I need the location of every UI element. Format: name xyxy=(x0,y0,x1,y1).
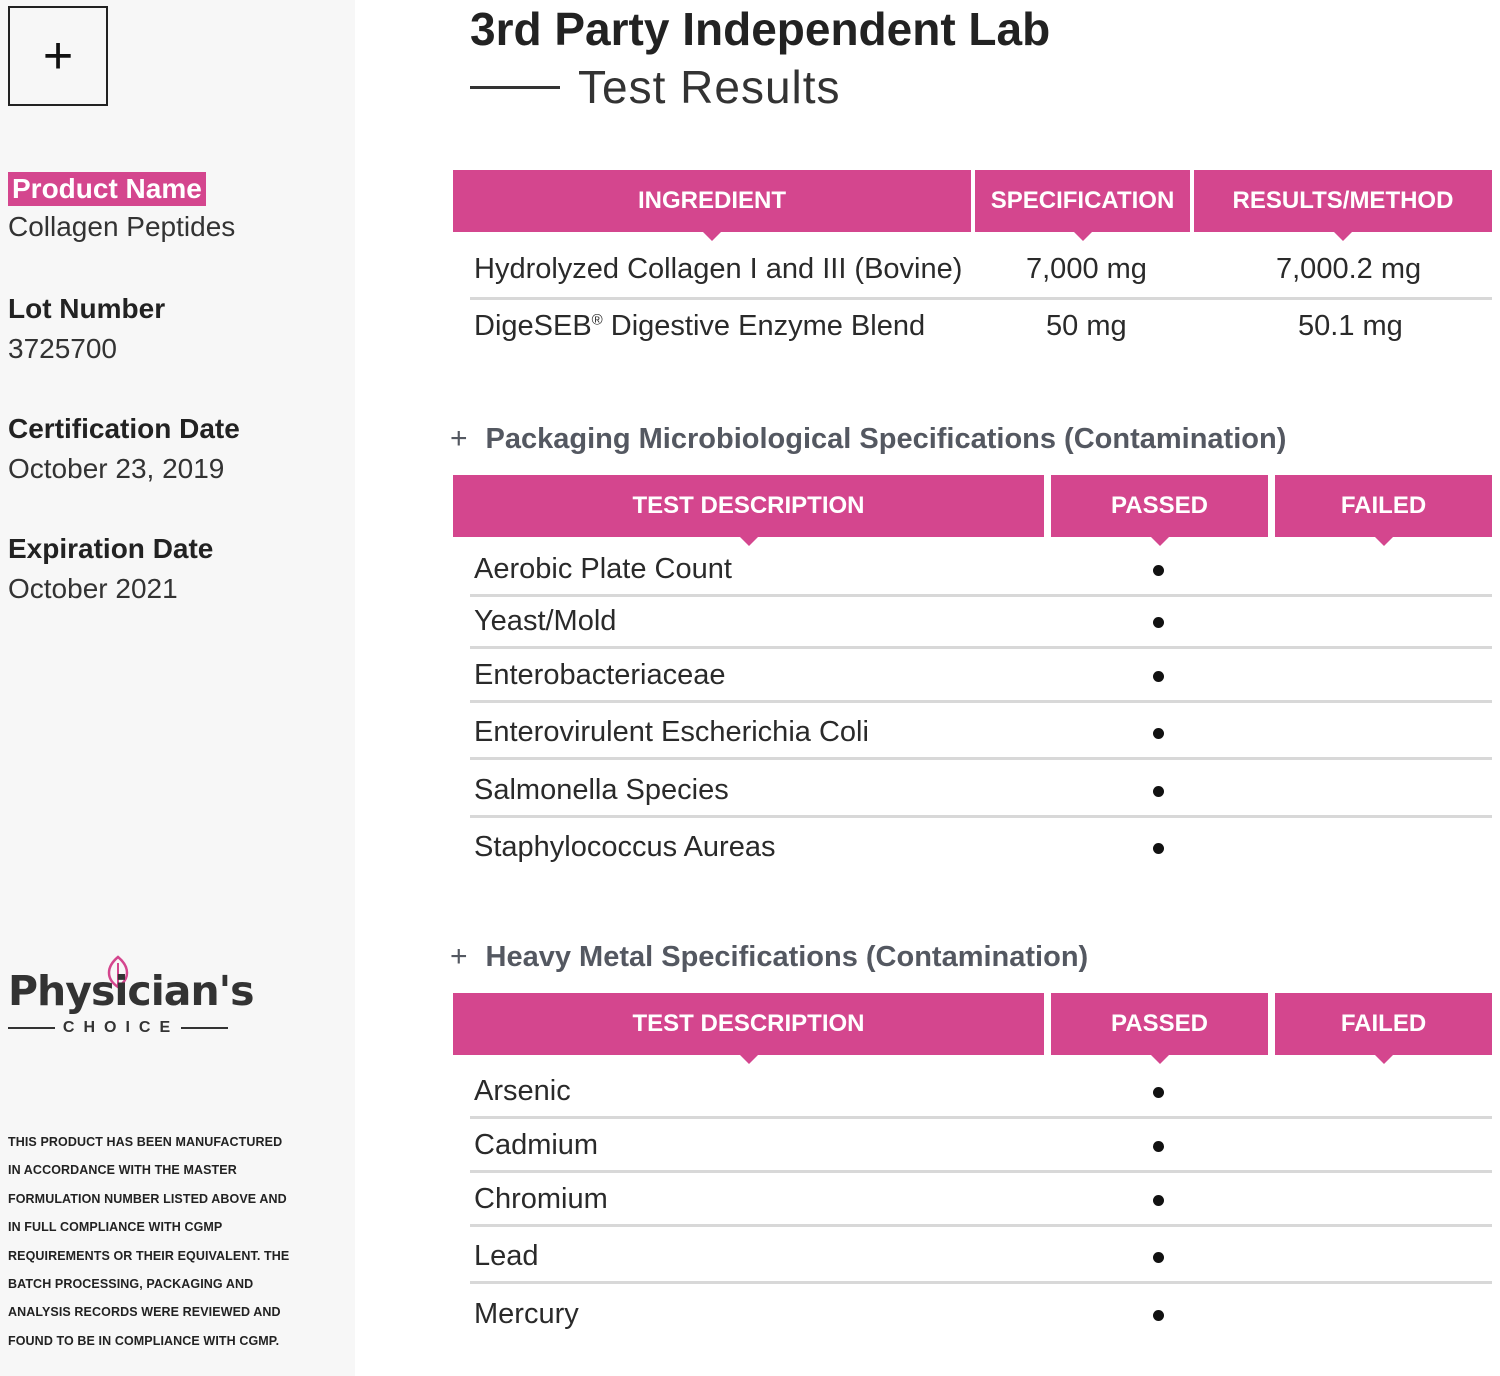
passed-dot-icon xyxy=(1153,843,1164,854)
plus-icon[interactable]: + xyxy=(450,940,468,973)
logo-sub-text: CHOICE xyxy=(62,1019,180,1036)
metals-header-passed: PASSED xyxy=(1051,993,1268,1055)
ingredient-name: Hydrolyzed Collagen I and III (Bovine) xyxy=(474,253,963,285)
metals-header-test-description: TEST DESCRIPTION xyxy=(453,993,1044,1055)
plus-icon[interactable]: + xyxy=(450,422,468,455)
micro-header-test-description: TEST DESCRIPTION xyxy=(453,475,1044,537)
table-row xyxy=(470,545,1492,597)
test-description: Aerobic Plate Count xyxy=(474,553,732,585)
subtitle-row xyxy=(470,60,841,114)
lot-number-field xyxy=(8,292,165,366)
expiration-date-label: Expiration Date xyxy=(8,533,214,564)
passed-dot-icon xyxy=(1153,1195,1164,1206)
ingredient-name xyxy=(474,310,925,343)
table-row xyxy=(470,1175,1492,1227)
micro-section-title xyxy=(450,422,1286,456)
metals-section-title xyxy=(450,940,1088,974)
logo-choice xyxy=(8,1019,228,1037)
table-row xyxy=(470,766,1492,818)
passed-dot-icon xyxy=(1153,617,1164,628)
table-row xyxy=(470,1232,1492,1284)
passed-dot-icon xyxy=(1153,1310,1164,1321)
passed-dot-icon xyxy=(1153,1252,1164,1263)
lot-number-label: Lot Number xyxy=(8,293,166,324)
lot-number-value: 3725700 xyxy=(8,333,118,364)
logo-wordmark: Physician's xyxy=(8,967,254,1015)
table-row xyxy=(470,300,1492,352)
table-row xyxy=(470,1290,1492,1339)
test-description: Arsenic xyxy=(474,1075,571,1107)
expiration-date-field xyxy=(8,532,213,606)
page-subtitle: Test Results xyxy=(578,61,841,113)
micro-title-text: Packaging Microbiological Specifications (Contamination) xyxy=(485,422,1287,455)
micro-header-passed: PASSED xyxy=(1051,475,1268,537)
certification-date-value: October 23, 2019 xyxy=(8,453,225,484)
passed-dot-icon xyxy=(1153,786,1164,797)
ingredient-spec: 7,000 mg xyxy=(1026,253,1147,285)
ingredient-name-rest: Digestive Enzyme Blend xyxy=(602,310,926,342)
table-row xyxy=(470,597,1492,649)
certification-date-label: Certification Date xyxy=(8,413,240,444)
registered-mark: ® xyxy=(591,311,603,329)
metals-header-failed: FAILED xyxy=(1275,993,1492,1055)
sidebar xyxy=(0,0,355,1376)
test-description: Staphylococcus Aureas xyxy=(474,831,776,863)
ingredient-spec: 50 mg xyxy=(1046,310,1127,342)
micro-header-failed: FAILED xyxy=(1275,475,1492,537)
ingredient-result: 50.1 mg xyxy=(1298,310,1403,342)
compliance-disclaimer: THIS PRODUCT HAS BEEN MANUFACTURED IN ACCORDANCE WITH THE MASTER FORMULATION NUMBER LISTED ABOVE AND IN FULL COMPLIANCE WITH CGMP REQUIREMENTS OR THEIR EQUIVALENT. THE BATCH PROCESSING, PACKAGING AND ANALYSIS RECORDS WERE REVIEWED AND FOUND TO BE IN COMPLIANCE WITH CGMP. xyxy=(8,1135,290,1348)
expand-plus-icon[interactable]: + xyxy=(8,6,108,106)
passed-dot-icon xyxy=(1153,565,1164,576)
table-row xyxy=(470,823,1492,872)
product-name-field xyxy=(8,172,235,244)
test-description: Lead xyxy=(474,1240,539,1272)
table-row xyxy=(470,1067,1492,1119)
ingredient-result: 7,000.2 mg xyxy=(1276,253,1422,285)
passed-dot-icon xyxy=(1153,1087,1164,1098)
passed-dot-icon xyxy=(1153,728,1164,739)
certification-date-field xyxy=(8,412,240,486)
test-description: Chromium xyxy=(474,1183,608,1215)
product-name-value: Collagen Peptides xyxy=(8,211,236,242)
test-description: Salmonella Species xyxy=(474,774,729,806)
passed-dot-icon xyxy=(1153,671,1164,682)
metals-title-text: Heavy Metal Specifications (Contamination) xyxy=(485,940,1089,973)
header-specification: SPECIFICATION xyxy=(975,170,1190,232)
table-row xyxy=(470,245,1492,300)
product-name-label: Product Name xyxy=(8,172,206,206)
test-description: Cadmium xyxy=(474,1129,599,1161)
ingredient-name-main: DigeSEB xyxy=(474,310,592,342)
header-ingredient: INGREDIENT xyxy=(453,170,971,232)
test-description: Enterobacteriaceae xyxy=(474,659,726,691)
header-results-method: RESULTS/METHOD xyxy=(1194,170,1492,232)
physicians-choice-logo xyxy=(8,955,254,1045)
page-title: 3rd Party Independent Lab xyxy=(470,3,1051,55)
table-row xyxy=(470,708,1492,760)
test-description: Yeast/Mold xyxy=(474,605,617,637)
passed-dot-icon xyxy=(1153,1141,1164,1152)
table-row xyxy=(470,651,1492,703)
test-description: Enterovirulent Escherichia Coli xyxy=(474,716,869,748)
subtitle-rule xyxy=(470,86,560,89)
table-row xyxy=(470,1121,1492,1173)
expiration-date-value: October 2021 xyxy=(8,573,178,604)
test-description: Mercury xyxy=(474,1298,579,1330)
